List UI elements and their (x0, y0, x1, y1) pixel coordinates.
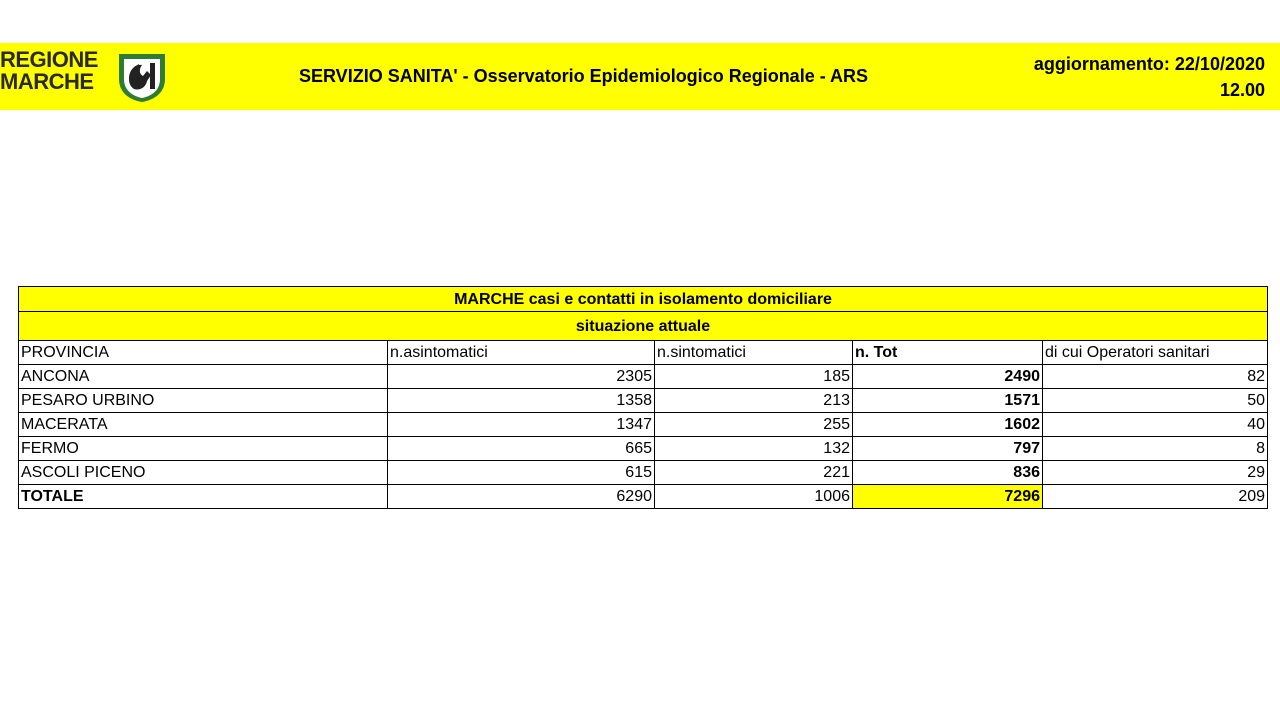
cell-operatori: 40 (1043, 413, 1268, 437)
table-row (19, 365, 1268, 389)
cell-operatori: 29 (1043, 461, 1268, 485)
update-timestamp (1034, 51, 1265, 103)
table-row (19, 389, 1268, 413)
table-row (19, 437, 1268, 461)
cell-tot: 797 (853, 437, 1043, 461)
total-operatori: 209 (1043, 485, 1268, 509)
cell-provincia: FERMO (19, 437, 388, 461)
column-header-sintomatici: n.sintomatici (655, 341, 853, 365)
cell-asintomatici: 1347 (388, 413, 655, 437)
update-date: aggiornamento: 22/10/2020 (1033, 54, 1265, 74)
header-banner (0, 43, 1280, 110)
column-header-tot: n. Tot (853, 341, 1043, 365)
cell-operatori: 82 (1043, 365, 1268, 389)
cell-asintomatici: 2305 (388, 365, 655, 389)
cell-tot: 1602 (853, 413, 1043, 437)
column-header-provincia: PROVINCIA (19, 341, 388, 365)
table-header-row (19, 341, 1268, 365)
table-subtitle-row (19, 312, 1268, 341)
table-title-row (19, 287, 1268, 312)
cell-sintomatici: 132 (655, 437, 853, 461)
table-row (19, 413, 1268, 437)
cell-asintomatici: 665 (388, 437, 655, 461)
column-header-asintomatici: n.asintomatici (388, 341, 655, 365)
table-title: MARCHE casi e contatti in isolamento domiciliare (19, 287, 1268, 312)
total-label: TOTALE (19, 485, 388, 509)
cell-tot: 836 (853, 461, 1043, 485)
cell-tot: 1571 (853, 389, 1043, 413)
cell-provincia: ASCOLI PICENO (19, 461, 388, 485)
logo-line-1: REGIONE (0, 47, 98, 72)
total-tot: 7296 (853, 485, 1043, 509)
cell-sintomatici: 221 (655, 461, 853, 485)
isolation-table (18, 286, 1268, 509)
cell-operatori: 50 (1043, 389, 1268, 413)
cell-provincia: MACERATA (19, 413, 388, 437)
cell-asintomatici: 1358 (388, 389, 655, 413)
cell-sintomatici: 185 (655, 365, 853, 389)
cell-sintomatici: 213 (655, 389, 853, 413)
regione-marche-logo-text (0, 49, 98, 93)
cell-provincia: PESARO URBINO (19, 389, 388, 413)
table-subtitle: situazione attuale (19, 312, 1268, 341)
table-row (19, 461, 1268, 485)
update-time: 12.00 (1219, 80, 1265, 100)
cell-tot: 2490 (853, 365, 1043, 389)
cell-provincia: ANCONA (19, 365, 388, 389)
total-sintomatici: 1006 (655, 485, 853, 509)
page-title: SERVIZIO SANITA' - Osservatorio Epidemiologico Regionale - ARS (299, 66, 869, 86)
table-total-row (19, 485, 1268, 509)
logo-line-2: MARCHE (0, 69, 94, 94)
cell-operatori: 8 (1043, 437, 1268, 461)
total-asintomatici: 6290 (388, 485, 655, 509)
column-header-operatori: di cui Operatori sanitari (1043, 341, 1268, 365)
regione-marche-shield-icon (116, 51, 168, 103)
cell-asintomatici: 615 (388, 461, 655, 485)
cell-sintomatici: 255 (655, 413, 853, 437)
